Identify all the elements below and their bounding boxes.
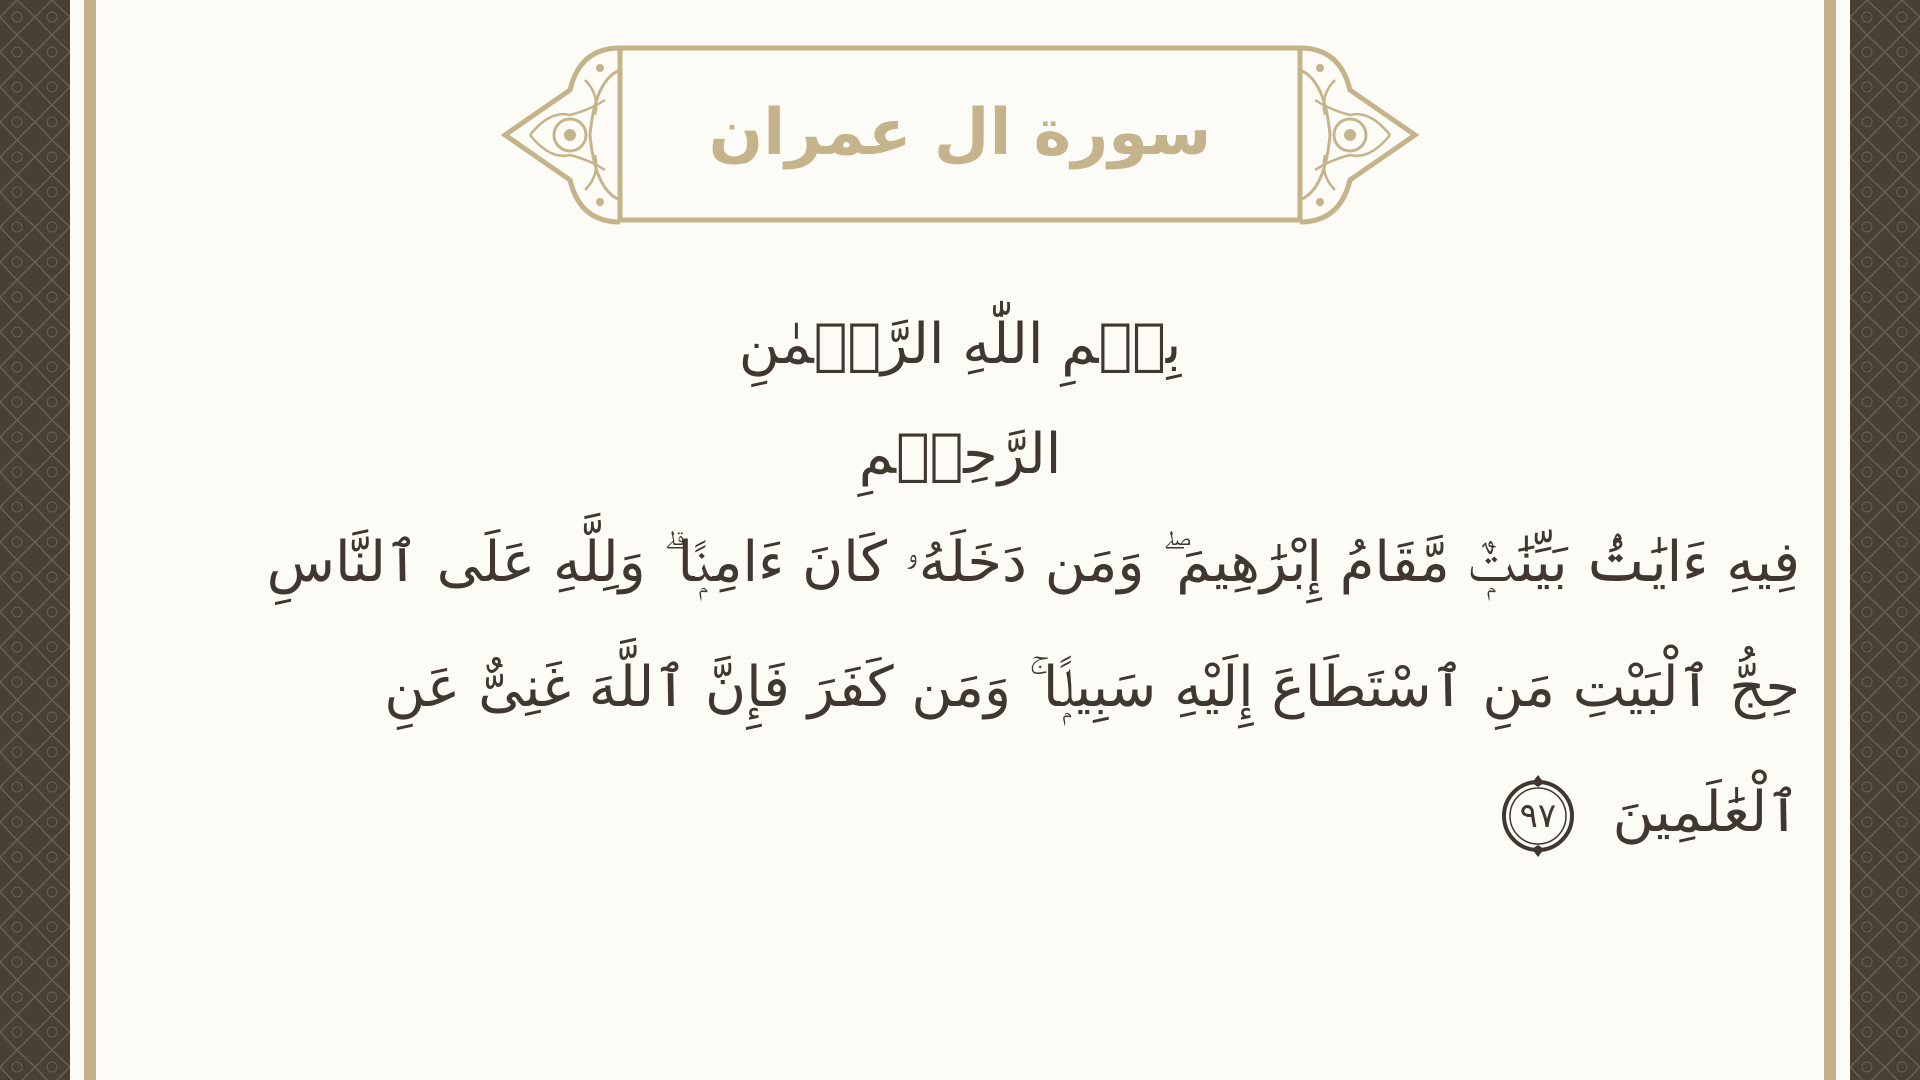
ayah-number: ٩٧ (1519, 795, 1557, 836)
surah-title: سورة ال عمران (708, 96, 1212, 170)
ayah-end-marker (1495, 773, 1581, 859)
geometric-pattern-icon (0, 0, 70, 1080)
left-gold-rule (84, 0, 96, 1080)
basmala: بِسۡمِ اللّٰهِ الرَّحۡمٰنِ الرَّحِيۡمِ (738, 312, 1182, 487)
right-pattern-border (1850, 0, 1920, 1080)
verse-text: فِيهِ ءَايَٰتُۢ بَيِّنَٰتٌۭ مَّقَامُ إِبْرَٰهِيمَ ۖ وَمَن دَخَلَهُۥ كَانَ ءَامِنًۭا ۗ وَلِلَّهِ عَلَى ٱلنَّاسِ حِجُّ ٱلْبَيْتِ مَنِ ٱسْتَطَاعَ إِلَيْهِ سَبِيلًۭا ۚ وَمَن كَفَرَ فَإِنَّ ٱللَّهَ غَنِىٌّ عَنِ ٱلْعَٰلَمِينَ (266, 530, 1800, 845)
verse-block (210, 500, 1800, 875)
geometric-pattern-icon (1850, 0, 1920, 1080)
right-gold-rule (1824, 0, 1836, 1080)
surah-header-cartouche (500, 40, 1420, 230)
left-pattern-border (0, 0, 70, 1080)
